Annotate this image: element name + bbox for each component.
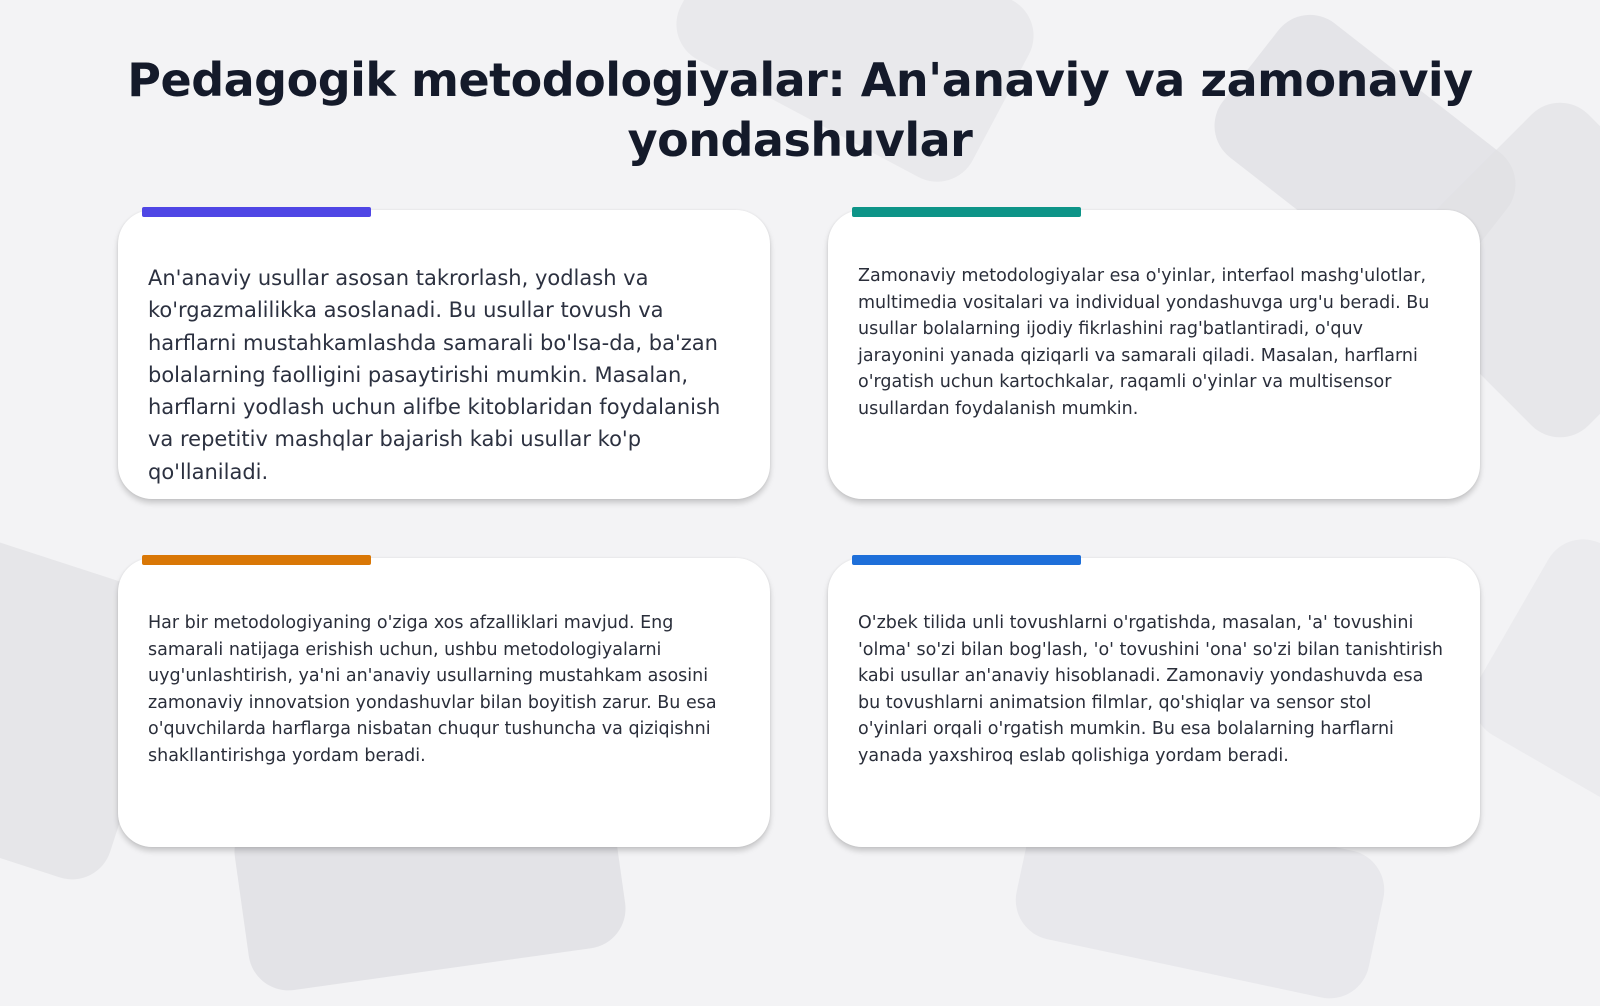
content-card-example (828, 558, 1480, 848)
content-card-traditional (118, 210, 770, 500)
card-text: O'zbek tilida unli tovushlarni o'rgatishda, masalan, 'a' tovushini 'olma' so'zi bilan bog'lash, 'o' tovushini 'ona' so'zi bilan tanishtirish kabi usullar an'anaviy hisoblanadi. Zamonaviy yondashuvda esa bu tovushlarni animatsion filmlar, qo'shiqlar va sensor stol o'yinlari orqali o'rgatish mumkin. Bu esa bolalarning harflarni yanada yaxshiroq eslab qolishiga yordam beradi. (858, 613, 1444, 766)
slide-title: Pedagogik metodologiyalar: An'anaviy va zamonaviy yondashuvlar (127, 53, 1473, 167)
content-card-modern (828, 210, 1480, 500)
card-panel (118, 558, 770, 847)
card-text: Zamonaviy metodologiyalar esa o'yinlar, interfaol mashg'ulotlar, multimedia vositalari va individual yondashuvga urg'u beradi. Bu usullar bolalarning ijodiy fikrlashini rag'batlantiradi, o'quv jarayonini yanada qiziqarli va samarali qiladi. Masalan, harflarni o'rgatish uchun kartochkalar, raqamli o'yinlar va multisensor usullardan foydalanish mumkin. (858, 266, 1430, 419)
card-accent-bar (142, 555, 371, 565)
card-accent-bar (852, 555, 1081, 565)
card-text: An'anaviy usullar asosan takrorlash, yodlash va ko'rgazmalilikka asoslanadi. Bu usullar tovush va harflarni mustahkamlashda samarali bo'lsa-da, ba'zan bolalarning faolligini pasaytirishi mumkin. Masalan, harflarni yodlash uchun alifbe kitoblaridan foydalanish va repetitiv mashqlar bajarish kabi usullar ko'p qo'llaniladi. (148, 266, 721, 484)
card-accent-bar (852, 207, 1081, 217)
card-accent-bar (142, 207, 371, 217)
card-text: Har bir metodologiyaning o'ziga xos afzalliklari mavjud. Eng samarali natijaga erishish uchun, ushbu metodologiyalarni uyg'unlashtirish, ya'ni an'anaviy usullarning mustahkam asosini zamonaviy innovatsion yondashuvlar bilan boyitish zarur. Bu esa o'quvchilarda harflarga nisbatan chuqur tushuncha va qiziqishni shakllantirishga yordam beradi. (148, 613, 717, 766)
card-panel (118, 210, 770, 499)
content-card-combined (118, 558, 770, 848)
card-panel (828, 210, 1480, 499)
card-panel (828, 558, 1480, 847)
